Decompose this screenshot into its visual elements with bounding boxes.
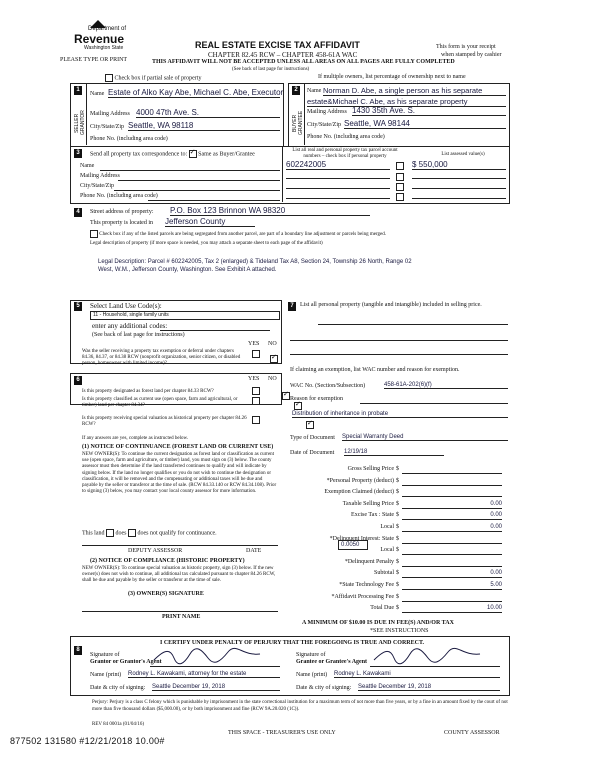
buyer-divider (304, 83, 305, 145)
sec7-list-line-2 (290, 340, 508, 341)
seller-name-label: Name (90, 91, 105, 97)
sec6-q2-yes[interactable] (252, 397, 260, 405)
reason-label: Reason for exemption (290, 396, 343, 402)
tax-row-dollar: $ (396, 512, 399, 518)
tax-row-dollar: $ (396, 501, 399, 507)
section-1-number: 1 (74, 86, 82, 95)
tax-row-value[interactable]: 10.00 (402, 605, 502, 613)
wac-label: WAC No. (Section/Subsection) (290, 383, 366, 389)
sec3-divider (282, 146, 283, 202)
grantor-sig-label-2: Grantor or Grantor's Agent (90, 659, 162, 665)
additional-codes-label: enter any additional codes: (92, 322, 168, 330)
reason-line (360, 403, 508, 404)
tax-row-value[interactable] (402, 466, 502, 474)
tax-row-value[interactable] (402, 478, 502, 486)
see-last-header: (See back of last page for instructions) (232, 67, 310, 72)
doc-date-label: Date of Document (290, 450, 335, 456)
tax-row-dollar: $ (396, 478, 399, 484)
tax-row-value[interactable] (402, 489, 502, 497)
parcel-number[interactable]: 602242005 (286, 160, 390, 170)
sec6-q1: Is this property designated as forest land per chapter 84.33 RCW? (82, 389, 214, 394)
street-address[interactable]: P.O. Box 123 Brinnon WA 98320 (170, 206, 370, 216)
buyer-city[interactable]: Seattle, WA 98144 (344, 119, 506, 129)
partial-sale-checkbox[interactable] (105, 74, 113, 82)
owner-sig-label: (3) OWNER(S) SIGNATURE (128, 591, 204, 597)
parcel-line-4 (286, 198, 390, 199)
seller-phone-label: Phone No. (including area code) (90, 136, 168, 142)
sec5-yes: YES (248, 341, 260, 347)
section-7-number: 7 (288, 302, 296, 311)
form-chapter: CHAPTER 82.45 RCW – CHAPTER 458-61A WAC (208, 51, 358, 59)
tax-row-label: Taxable Selling Price (342, 501, 394, 507)
tax-row-label: Subtotal (373, 570, 394, 576)
sec7-list-line-1 (318, 324, 508, 325)
assessed-line-4 (412, 198, 506, 199)
sec5-no: NO (268, 341, 277, 347)
sec6-no: NO (268, 376, 277, 382)
buyer-name-1[interactable]: Norman D. Abe, a single person as his separate (323, 86, 506, 96)
notice1-title: (1) NOTICE OF CONTINUANCE (FOREST LAND OR CURRENT USE) (82, 444, 274, 450)
assessed-line-3 (412, 188, 506, 189)
grantor-date[interactable]: Seattle December 19, 2018 (152, 684, 280, 691)
doc-type-label: Type of Document (290, 435, 335, 441)
street-label: Street address of property: (90, 209, 154, 215)
county-assessor-footer: COUNTY ASSESSOR (444, 730, 500, 736)
sec6-yes: YES (248, 376, 260, 382)
sec5-see: (See back of last page for instructions) (92, 332, 185, 338)
grantee-date[interactable]: Seattle December 19, 2018 (358, 684, 500, 691)
tax-row-value[interactable] (402, 547, 502, 555)
sec7-list: List all personal property (tangible and intangible) included in selling price. (300, 302, 482, 308)
segregated-row (90, 230, 510, 238)
buyer-mail-label: Mailing Address (307, 109, 347, 115)
deputy-date-label: DATE (246, 548, 262, 554)
personal-property-checkbox-2[interactable] (396, 173, 404, 181)
tax-row-label: Gross Selling Price (347, 466, 394, 472)
buyer-phone-label: Phone No. (including area code) (307, 134, 385, 140)
buyer-name-2[interactable]: estate&Michael C. Abe, as his separate property (307, 97, 506, 107)
tax-row-label: *Affidavit Processing Fee (331, 594, 394, 600)
notice2-text: NEW OWNER(S): To continue special valuation as historic property, sign (3) below. If the new owner(s) does not wish to continue, all additional tax calculated pursuant to chapter 84.26 RCW, shall be due and payable by the seller or transferor at the time of sale. (82, 566, 276, 584)
see-instructions: *SEE INSTRUCTIONS (370, 628, 429, 634)
partial-sale-label: Check box if partial sale of property (114, 75, 202, 82)
sec3-mail-line (118, 180, 280, 181)
sec5-yes-checkbox[interactable] (252, 350, 260, 358)
sec6-q3-yes[interactable] (252, 416, 260, 424)
tax-row-value[interactable] (402, 559, 502, 567)
sec7-exempt-label: If claiming an exemption, list WAC number and reason for exemption. (290, 367, 460, 373)
seller-mail[interactable]: 4000 47th Ave. S. (136, 108, 280, 118)
grantee-sig-label-2: Grantee or Grantee's Agent (296, 659, 368, 665)
same-as-buyer-checkbox[interactable] (189, 150, 197, 158)
section-4-number: 4 (74, 208, 82, 217)
this-land-row (82, 529, 217, 538)
tax-row-value[interactable] (402, 536, 502, 544)
assessed-value[interactable]: $ 550,000 (412, 160, 506, 170)
dor-logo (60, 20, 127, 51)
please-type: PLEASE TYPE OR PRINT (60, 57, 128, 63)
located-county[interactable]: Jefferson County (165, 217, 255, 227)
tax-row-dollar: $ (396, 582, 399, 588)
certify-text: I CERTIFY UNDER PENALTY OF PERJURY THAT THE FOREGOING IS TRUE AND CORRECT. (160, 640, 425, 646)
dept-line1: Department of (88, 26, 127, 32)
form-warning: THIS AFFIDAVIT WILL NOT BE ACCEPTED UNLESS ALL AREAS ON ALL PAGES ARE FULLY COMPLETED (152, 59, 455, 65)
sec3-phone-label: Phone No. (including area code) (80, 193, 158, 199)
sec3-name-label: Name (80, 163, 95, 169)
segregated-checkbox[interactable] (90, 230, 98, 238)
legal-description[interactable]: Legal Description: Parcel # 602242005, Tax 2 (enlarged) & Tideland Tax A8, Section 24, Township 26 North, Range 02 West, W.M., Jefferson County, Washington. See Exhibit A attached. (98, 259, 412, 273)
seller-city-label: City/State/Zip (90, 124, 124, 130)
grantee-signature (370, 646, 485, 666)
sec5-question: Was the seller receiving a property tax exemption or deferral under chapters 84.36, 84.37, or 84.38 RCW (nonprofit organization, senior citizen, or disabled person, homeowner with limited income)? (82, 349, 241, 366)
notice1-text: NEW OWNER(S): To continue the current designation as forest land or classification as current use (open space, farm and agriculture, or timber) land, you must sign on (3) below. The county assessor must then determine if the land transferred continues to qualify and will indicate by signing below. If the land no longer qualifies or you do not wish to continue the designation or classification, it will be removed and the compensating or additional taxes will be due and payable by the seller or transferor at the time of sale. (RCW 84.33.140 or RCW 84.34.108). Prior to signing (3) below, you may contact your local county assessor for more information. (82, 452, 277, 495)
does-not-checkbox[interactable] (128, 529, 136, 537)
tax-row-label: Local (380, 524, 394, 530)
seller-divider (86, 83, 87, 145)
sec3-name-line (100, 170, 280, 171)
treasurer-use: THIS SPACE - TREASURER'S USE ONLY (228, 730, 336, 736)
sec3-city-label: City/State/Zip (80, 183, 114, 189)
receipt-2: when stamped by cashier (441, 52, 502, 58)
tax-row-dollar: $ (396, 466, 399, 472)
section-8-number: 8 (74, 646, 82, 655)
grantor-name-label: Name (print) (90, 672, 122, 678)
parcel-line-3 (286, 188, 390, 189)
grantor-sig-line (150, 666, 280, 667)
tax-row-dollar: $ (396, 489, 399, 495)
section-3-number: 3 (74, 149, 82, 158)
tax-row-label: *State Technology Fee (339, 582, 394, 588)
deputy-label: DEPUTY ASSESSOR (128, 548, 183, 554)
buyer-city-label: City/State/Zip (307, 122, 341, 128)
tax-row-value[interactable] (402, 594, 502, 602)
tax-row-value[interactable]: 0.00 (402, 524, 502, 532)
sec7-list-line-3 (290, 354, 508, 355)
sec6-q1-no[interactable] (282, 392, 290, 400)
seller-name[interactable]: Estate of Alko Kay Abe, Michael C. Abe, Executor (108, 88, 284, 97)
seller-mail-label: Mailing Address (90, 111, 130, 117)
receipt-1: This form is your receipt (436, 44, 496, 50)
does-checkbox[interactable] (106, 529, 114, 537)
section-6-number: 6 (74, 376, 82, 385)
land-use-label: Select Land Use Code(s): (90, 302, 162, 310)
tax-row-label: *Delinquent Penalty (344, 559, 394, 565)
min-due: A MINIMUM OF $10.00 IS DUE IN FEE(S) AND/OR TAX (302, 620, 454, 626)
grantee-sig-line (370, 666, 500, 667)
grantor-date-label: Date & city of signing: (90, 685, 146, 691)
perjury-notice: Perjury: Perjury is a class C felony which is punishable by imprisonment in the state correctional institution for a maximum term of not more than five years, or by a fine in an amount fixed by the court of not more than five thousand dollars ($5,000.00), or by both imprisonment and fine (RCW 9A.20.020 (1C)). (92, 700, 508, 712)
grantee-name[interactable]: Rodney L. Kawakami (334, 671, 500, 678)
owner-sig-line (82, 611, 278, 612)
grantor-sig-label-1: Signature of (90, 652, 120, 658)
tax-row-label: Excise Tax : State (351, 512, 394, 518)
tax-row-dollar: $ (396, 605, 399, 611)
doc-type-value[interactable]: Special Warranty Deed (342, 434, 508, 441)
tax-row-dollar: $ (396, 547, 399, 553)
sec3-city-line (114, 190, 280, 191)
grantee-date-label: Date & city of signing: (296, 685, 352, 691)
personal-property-checkbox-3[interactable] (396, 183, 404, 191)
buyer-side-label: BUYER GRANTEE (292, 110, 304, 136)
sec3-send-label: Send all property tax correspondence to: (90, 151, 188, 158)
buyer-mail[interactable]: 1430 35th Ave. S. (352, 106, 506, 116)
grantor-name[interactable]: Rodney L. Kawakami, attorney for the estate (128, 671, 280, 678)
tax-row-dollar: $ (396, 559, 399, 565)
sec3-parcel-header: List all real and personal property tax parcel account numbers – check box if personal property (292, 148, 398, 159)
parcel-line-2 (286, 178, 390, 179)
tax-row-dollar: $ (396, 524, 399, 530)
buyer-name-label: Name (307, 88, 322, 94)
tax-row-value[interactable]: 0.00 (402, 570, 502, 578)
sec3-same-label: Same as Buyer/Grantee (198, 151, 255, 158)
tax-row-label: Local (380, 547, 394, 553)
seller-city[interactable]: Seattle, WA 98118 (128, 121, 280, 131)
this-land-label: This land (82, 530, 105, 537)
tax-row-value[interactable]: 0.00 (402, 512, 502, 520)
sec6-q2: Is this property classified as current use (open space, farm and agricultural, or timber) land per chapter 84.34? (82, 397, 238, 408)
legal-label: Legal description of property (if more space is needed, you may attach a separate sheet to each page of the affidavit) (90, 241, 323, 246)
tax-row-label: Exemption Claimed (deduct) (324, 489, 394, 495)
tax-row-label: *Personal Property (deduct) (326, 478, 394, 484)
sec6-q2-no[interactable] (294, 402, 302, 410)
sec3-phone-line (148, 200, 280, 201)
notice2-title: (2) NOTICE OF COMPLIANCE (HISTORIC PROPERTY) (90, 558, 245, 564)
section-5-number: 5 (74, 302, 82, 311)
sec6-if-yes: If any answers are yes, complete as instructed below. (82, 436, 189, 441)
grantee-sig-label-1: Signature of (296, 652, 326, 658)
sec3-send-row (90, 150, 255, 159)
additional-codes-line (160, 330, 270, 331)
sec6-q3-no[interactable] (306, 421, 314, 429)
sec5-no-checkbox[interactable] (270, 355, 278, 363)
does-label: does (115, 530, 127, 537)
form-title: REAL ESTATE EXCISE TAX AFFIDAVIT (195, 40, 360, 50)
seller-side-label: SELLER GRANTOR (74, 110, 86, 136)
tax-row-label: Total Due (370, 605, 394, 611)
personal-property-checkbox-1[interactable] (396, 162, 404, 170)
sec6-q1-yes[interactable] (252, 387, 260, 395)
personal-property-checkbox-4[interactable] (396, 193, 404, 201)
section-2-number: 2 (292, 86, 300, 95)
located-label: This property is located in (90, 220, 153, 226)
partial-sale-row (105, 74, 201, 83)
reason-value[interactable]: Distribution of inheritance in probate (292, 411, 508, 418)
multiple-owners-label: If multiple owners, list percentage of ownership next to name (318, 74, 466, 80)
assessed-line-2 (412, 178, 506, 179)
dept-line2: Revenue (74, 32, 125, 46)
segregated-label: Check box if any of the listed parcels are being segregated from another parcel, are part of a boundary line adjustment or parcels being merged. (99, 232, 386, 238)
sec3-mail-label: Mailing Address (80, 173, 120, 179)
sec3-assessed-header: List assessed value(s) (441, 152, 485, 157)
deputy-line (82, 545, 278, 546)
treasurer-stamp: 877502 131580 #12/21/2018 10.00# (10, 736, 165, 746)
land-use-select[interactable]: 11 - Household, single family units (90, 311, 280, 320)
tax-row-value[interactable]: 5.00 (402, 582, 502, 590)
tax-row-label: *Delinquent Interest: State (329, 536, 394, 542)
tax-row-dollar: $ (396, 594, 399, 600)
does-not-label: does not qualify for continuance. (137, 530, 217, 537)
excise-rate-box[interactable]: 0.0050 (338, 540, 368, 550)
wac-number[interactable]: 458-61A-202(6)(f) (384, 382, 508, 389)
print-name-label: PRINT NAME (162, 614, 201, 620)
tax-row-value[interactable]: 0.00 (402, 501, 502, 509)
form-revision: REV 84 0001a (01/04/16) (92, 722, 144, 727)
tax-row-dollar: $ (396, 570, 399, 576)
dept-line3: Washington State (84, 45, 124, 51)
tax-row-dollar: $ (396, 536, 399, 542)
grantee-name-label: Name (print) (296, 672, 328, 678)
grantor-signature (150, 646, 265, 666)
sec6-q3: Is this property receiving special valuation as historical property per chapter 84.26 RCW? (82, 416, 247, 427)
doc-date-value[interactable]: 12/19/18 (344, 449, 444, 456)
